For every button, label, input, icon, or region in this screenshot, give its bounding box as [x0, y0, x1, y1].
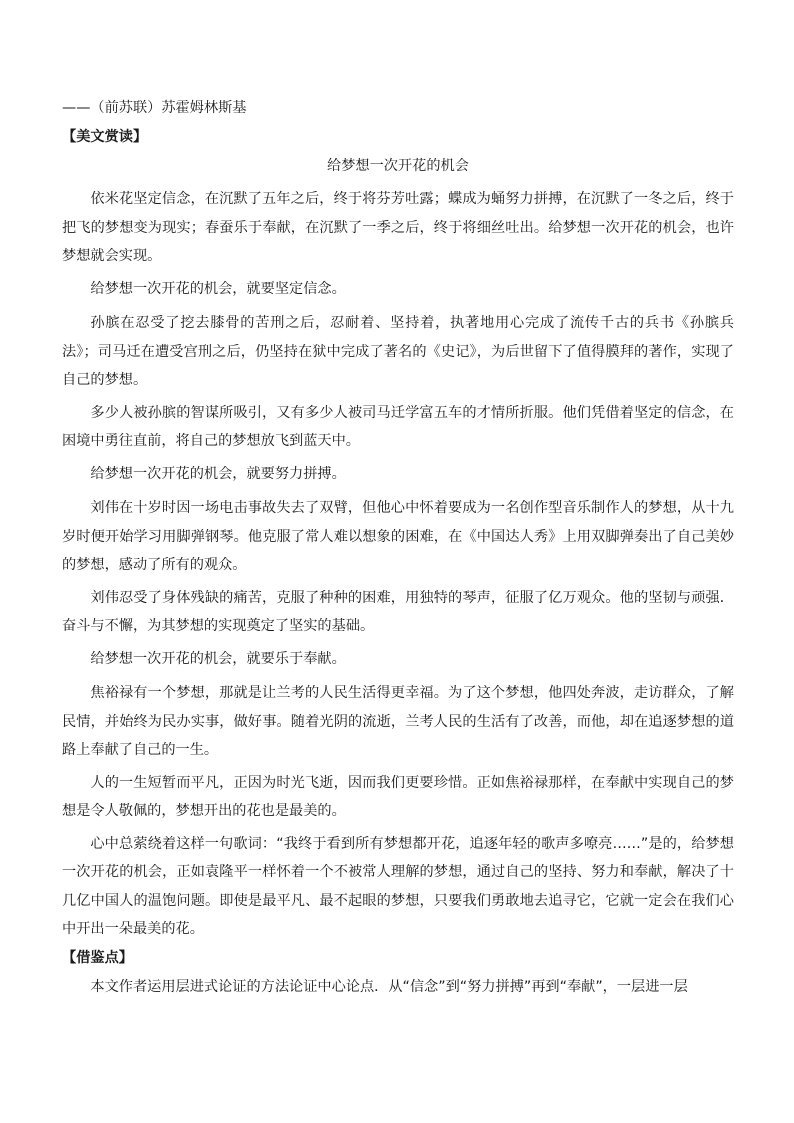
- article-paragraph: 多少人被孙膑的智谋所吸引，又有多少人被司马迁学富五车的才情所折服。他们凭借着坚定的信念，在困境中勇往直前，将自己的梦想放飞到蓝天中。: [62, 404, 734, 449]
- article-title: 给梦想一次开花的机会: [327, 158, 469, 174]
- article-paragraph: 刘伟在十岁时因一场电击事故失去了双臂，但他心中怀着要成为一名创作型音乐制作人的梦想，从十九岁时便开始学习用脚弹钢琴。他克服了常人难以想象的困难，在《中国达人秀》上用双脚弹奏出了自己美妙的梦想，感动了所有的观众。: [62, 500, 734, 573]
- article-paragraph: 给梦想一次开花的机会，就要努力拼搏。: [90, 465, 346, 482]
- article-paragraph: 焦裕禄有一个梦想，那就是让兰考的人民生活得更幸福。为了这个梦想，他四处奔波，走访群众，了解民情，并始终为民办实事，做好事。随着光阴的流逝，兰考人民的生活有了改善，而他，却在追逐梦想的道路上奉献了自己的一生。: [62, 685, 734, 758]
- article-paragraph: 心中总萦绕着这样一句歌词：“我终于看到所有梦想都开花，追逐年轻的歌声多嘹亮……”是的，给梦想一次开花的机会，正如袁隆平一样怀着一个不被常人理解的梦想，通过自己的坚持、努力和奉献，解决了十几亿中国人的温饱问题。即使是最平凡、最不起眼的梦想，只要我们勇敢地去追寻它，它就一定会在我们心中开出一朵最美的花。: [62, 835, 734, 937]
- article-paragraph: 人的一生短暂而平凡，正因为时光飞逝，因而我们更要珍惜。正如焦裕禄那样，在奉献中实现自己的梦想是令人敬佩的，梦想开出的花也是最美的。: [62, 774, 734, 819]
- article-paragraph: 给梦想一次开花的机会，就要坚定信念。: [90, 280, 346, 297]
- article-paragraph: 依米花坚定信念，在沉默了五年之后，终于将芬芳吐露；蝶成为蛹努力拼搏，在沉默了一冬之后，终于把飞的梦想变为现实；春蚕乐于奉献，在沉默了一季之后，终于将细丝吐出。给梦想一次开花的机会，也许梦想就会实现。: [62, 191, 734, 264]
- borrow-text: 本文作者运用层进式论证的方法论证中心论点．从“信念”到“努力拼搏”再到“奉献”，一层进一层: [90, 978, 688, 995]
- document-page: [62, 98, 734, 1001]
- quote-attribution: ——（前苏联）苏霍姆林斯基: [62, 100, 247, 116]
- article-paragraph: 刘伟忍受了身体残缺的痛苦，克服了种种的困难，用独特的琴声，征服了亿万观众。他的坚韧与顽强．奋斗与不懈，为其梦想的实现奠定了坚实的基础。: [62, 589, 734, 634]
- article-paragraph: 给梦想一次开花的机会，就要乐于奉献。: [90, 650, 346, 667]
- article-paragraph: 孙膑在忍受了挖去膝骨的苦刑之后，忍耐着、坚持着，执著地用心完成了流传千古的兵书《孙膑兵法》；司马迁在遭受宫刑之后，仍坚持在狱中完成了著名的《史记》，为后世留下了值得膜拜的著作，实现了自己的梦想。: [62, 315, 734, 388]
- appreciation-heading: 【美文赏读】: [62, 129, 148, 145]
- borrow-heading: 【借鉴点】: [62, 949, 133, 966]
